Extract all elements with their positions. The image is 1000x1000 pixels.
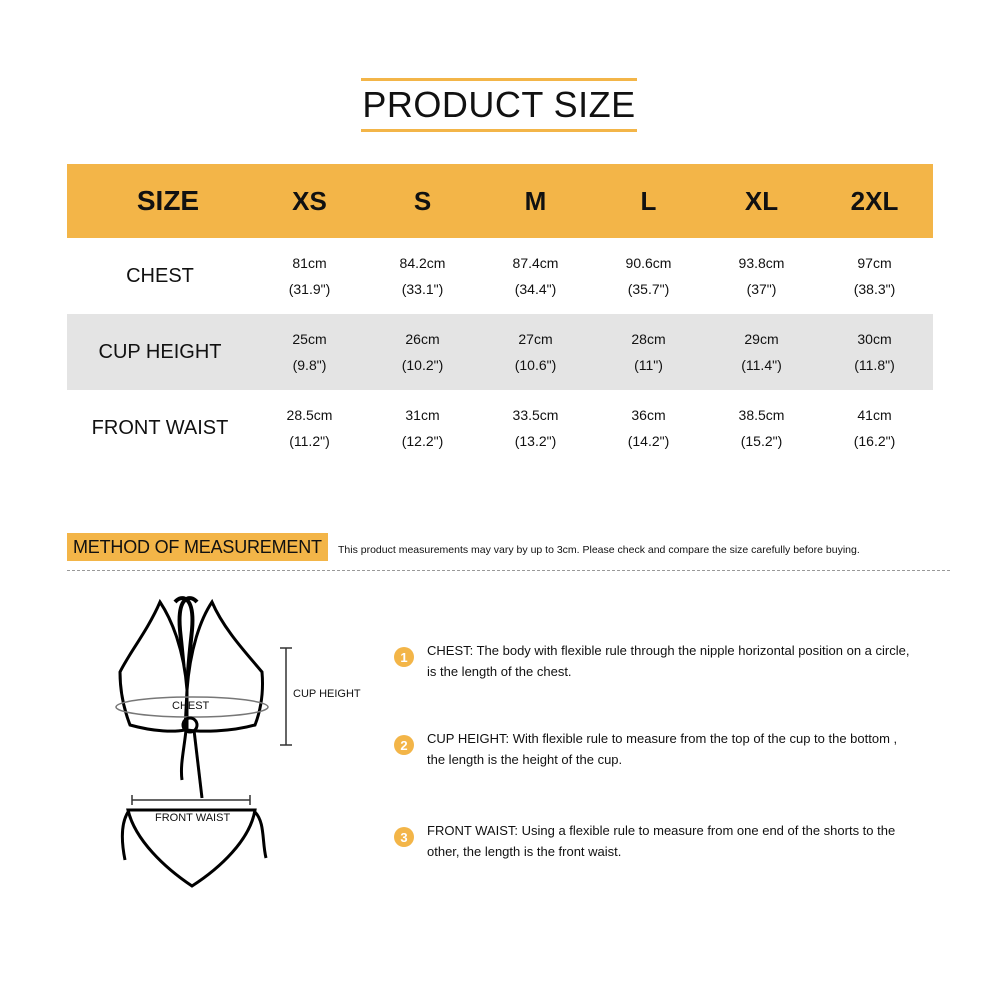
table-cell [592,250,705,302]
cell-inch: (35.7") [627,281,670,297]
row-label: FRONT WAIST [91,416,229,439]
bikini-drawing [100,590,370,890]
measurement-disclaimer: This product measurements may vary by up to 3cm. Please check and compare the size carefully before buying. [338,544,860,556]
page-title: PRODUCT SIZE [362,84,636,125]
method-heading: METHOD OF MEASUREMENT [67,533,328,561]
size-xl: XL [744,186,779,216]
cell-cm: 81cm [292,255,327,271]
cell-inch: (14.2") [627,433,670,449]
cell-inch: (16.2") [853,433,896,449]
table-cell [818,326,931,378]
cell-inch: (11") [634,357,663,373]
cell-cm: 90.6cm [625,255,672,271]
table-row-chest [67,238,933,314]
table-cell [253,402,366,454]
table-cell [253,250,366,302]
size-header-row [67,164,933,238]
cell-inch: (31.9") [288,281,331,297]
table-cell [479,250,592,302]
table-cell [705,250,818,302]
front-waist-label: FRONT WAIST [155,812,231,824]
cell-cm: 31cm [405,407,440,423]
cell-inch: (38.3") [853,281,896,297]
table-cell [705,402,818,454]
size-xs: XS [292,186,327,216]
table-cell [705,326,818,378]
size-m: M [524,186,547,216]
table-cell [366,402,479,454]
table-cell [592,326,705,378]
step-number-badge: 1 [394,647,414,667]
cell-inch: (34.4") [514,281,557,297]
chest-label: CHEST [172,700,210,712]
cup-height-label: CUP HEIGHT [293,688,361,700]
cell-inch: (12.2") [401,433,444,449]
size-l: L [640,186,657,216]
cell-cm: 26cm [405,331,440,347]
step-front-waist [394,820,914,862]
cell-cm: 97cm [857,255,892,271]
table-row-front-waist [67,390,933,466]
table-cell [818,250,931,302]
cell-cm: 33.5cm [512,407,559,423]
bikini-illustration [100,590,370,890]
cell-cm: 29cm [744,331,779,347]
cell-cm: 87.4cm [512,255,559,271]
cell-cm: 84.2cm [399,255,446,271]
cell-inch: (13.2") [514,433,557,449]
row-label: CUP HEIGHT [98,340,222,363]
cell-inch: (37") [746,281,777,297]
table-cell [366,326,479,378]
step-description: CHEST: The body with flexible rule through the nipple horizontal position on a circle, is the length of the chest. [427,643,910,679]
table-cell [366,250,479,302]
cell-cm: 38.5cm [738,407,785,423]
step-description: CUP HEIGHT: With flexible rule to measure from the top of the cup to the bottom , the length is the height of the cup. [427,731,898,767]
cell-inch: (11.2") [289,433,330,449]
cell-cm: 27cm [518,331,553,347]
cell-inch: (33.1") [401,281,444,297]
cell-cm: 28cm [631,331,666,347]
table-cell [479,402,592,454]
cell-cm: 93.8cm [738,255,785,271]
step-number-badge: 3 [394,827,414,847]
size-2xl: 2XL [850,186,899,216]
size-s: S [413,186,432,216]
row-label: CHEST [126,264,194,287]
section-divider [67,570,950,571]
step-chest [394,640,914,682]
cell-inch: (11.4") [741,357,782,373]
table-cell [479,326,592,378]
table-cell [253,326,366,378]
size-header-label: SIZE [136,185,200,216]
step-cup-height [394,728,914,770]
title-box [361,78,637,132]
cell-cm: 41cm [857,407,892,423]
cell-cm: 36cm [631,407,666,423]
cell-cm: 30cm [857,331,892,347]
cell-inch: (10.2") [401,357,444,373]
cell-inch: (10.6") [514,357,557,373]
cell-inch: (9.8") [292,357,327,373]
step-number-badge: 2 [394,735,414,755]
table-cell [592,402,705,454]
cell-cm: 28.5cm [286,407,333,423]
table-cell [818,402,931,454]
cell-inch: (15.2") [740,433,783,449]
table-row-cup-height [67,314,933,390]
cell-cm: 25cm [292,331,327,347]
size-table [67,164,933,466]
cell-inch: (11.8") [854,357,895,373]
step-description: FRONT WAIST: Using a flexible rule to measure from one end of the shorts to the other, the length is the front waist. [427,823,896,859]
